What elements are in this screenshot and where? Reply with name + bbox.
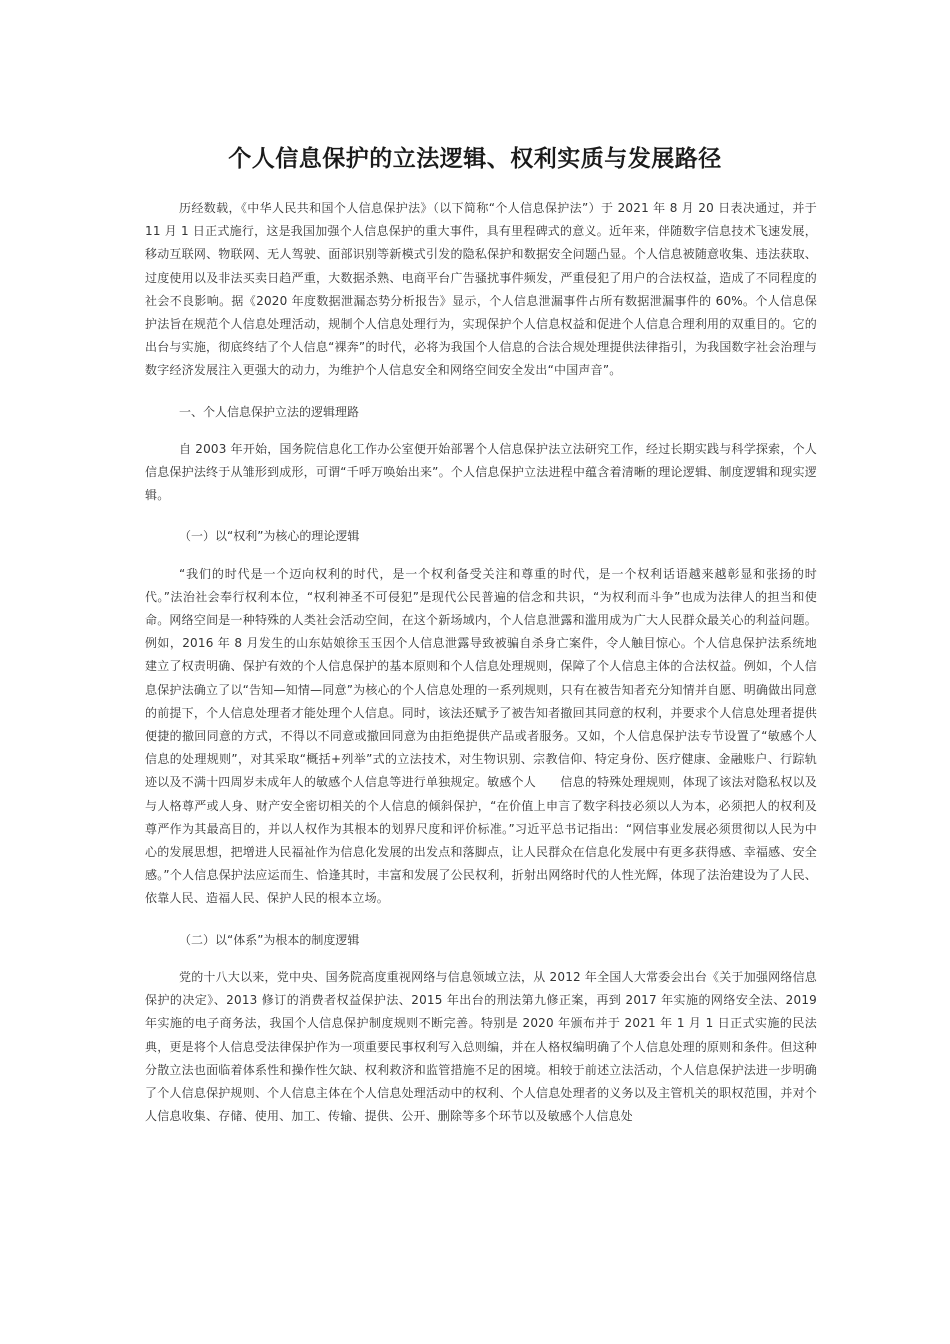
paragraph-system-logic: 党的十八大以来，党中央、国务院高度重视网络与信息领域立法，从 2012 年全国人大常委会出台《关于加强网络信息保护的决定》、2013 修订的消费者权益保护法、2015 年出台的刑法第九修正案，再到 2017 年实施的网络安全法、2019 年实施的电子商务法，我国个人信息保护制度规则不断完善。特别是 2020 年颁布并于 2021 年 1 月 1 日正式实施的民法典，更是将个人信息受法律保护作为一项重要民事权利写入总则编，并在人格权编明确了个人信息处理的原则和条件。但这种分散立法也面临着体系性和操作性欠缺、权利救济和监管措施不足的困境。相较于前述立法活动，个人信息保护法进一步明确了个人信息保护规则、个人信息主体在个人信息处理活动中的权利、个人信息处理者的义务以及主管机关的职权范围，并对个人信息收集、存储、使用、加工、传输、提供、公开、删除等多个环节以及敏感个人信息处 <box>145 969 817 1124</box>
document-body <box>145 197 817 1128</box>
document-title: 个人信息保护的立法逻辑、权利实质与发展路径 <box>228 146 722 173</box>
section-heading-1: 一、个人信息保护立法的逻辑理路 <box>179 404 360 419</box>
paragraph-rights-logic: “我们的时代是一个迈向权利的时代，是一个权利备受关注和尊重的时代，是一个权利话语越来越彰显和张扬的时代。”法治社会奉行权利本位，“权利神圣不可侵犯”是现代公民普遍的信念和共识，“为权利而斗争”也成为法律人的担当和使命。网络空间是一种特殊的人类社会活动空间，在这个新场域内，个人信息泄露和滥用成为广大人民群众最关心的利益问题。例如，2016 年 8 月发生的山东姑娘徐玉玉因个人信息泄露导致被骗自杀身亡案件，令人触目惊心。个人信息保护法系统地建立了权责明确、保护有效的个人信息保护的基本原则和个人信息处理规则，保障了个人信息主体的合法权益。例如，个人信息保护法确立了以“告知—知情—同意”为核心的个人信息处理的一系列规则，只有在被告知者充分知情并自愿、明确做出同意的前提下，个人信息处理者才能处理个人信息。同时，该法还赋予了被告知者撤回其同意的权利，并要求个人信息处理者提供便捷的撤回同意的方式，不得以不同意或撤回同意为由拒绝提供产品或者服务。又如，个人信息保护法专节设置了“敏感个人信息的处理规则”，对其采取“概括+列举”式的立法技术，对生物识别、宗教信仰、特定身份、医疗健康、金融账户、行踪轨迹以及不满十四周岁未成年人的敏感个人信息等进行单独规定。敏感个人 信息的特殊处理规则，体现了该法对隐私权以及与人格尊严或人身、财产安全密切相关的个人信息的倾斜保护，“在价值上申言了数字科技必须以人为本，必须把人的权利及尊严作为其最高目的，并以人权作为其根本的划界尺度和评价标准。”习近平总书记指出：“网信事业发展必须贯彻以人民为中心的发展思想，把增进人民福祉作为信息化发展的出发点和落脚点，让人民群众在信息化发展中有更多获得感、幸福感、安全感。”个人信息保护法应运而生、恰逢其时，丰富和发展了公民权利，折射出网络时代的人性光辉，体现了法治建设为了人民、依靠人民、造福人民、保护人民的根本立场。 <box>145 566 817 906</box>
paragraph-intro: 历经数载，《中华人民共和国个人信息保护法》（以下简称“个人信息保护法”）于 2021 年 8 月 20 日表决通过，并于 11 月 1 日正式施行，这是我国加强个人信息保护的重大事件，具有里程碑式的意义。近年来，伴随数字信息技术飞速发展，移动互联网、物联网、无人驾驶、面部识别等新模式引发的隐私保护和数据安全问题凸显。个人信息被随意收集、违法获取、过度使用以及非法买卖日趋严重，大数据杀熟、电商平台广告骚扰事件频发，严重侵犯了用户的合法权益，造成了不同程度的社会不良影响。据《2020 年度数据泄漏态势分析报告》显示，个人信息泄漏事件占所有数据泄漏事件的 60%。个人信息保护法旨在规范个人信息处理活动，规制个人信息处理行为，实现保护个人信息权益和促进个人信息合理利用的双重目的。它的出台与实施，彻底终结了个人信息“裸奔”的时代，必将为我国个人信息的合法合规处理提供法律指引，为我国数字社会治理与数字经济发展注入更强大的动力，为维护个人信息安全和网络空间安全发出“中国声音”。 <box>145 201 817 378</box>
paragraph-legislation-history: 自 2003 年开始，国务院信息化工作办公室便开始部署个人信息保护法立法研究工作，经过长期实践与科学探索，个人信息保护法终于从雏形到成形，可谓“千呼万唤始出来”。个人信息保护立法进程中蕴含着清晰的理论逻辑、制度逻辑和现实逻辑。 <box>145 441 817 503</box>
subsection-heading-rights: （一）以“权利”为核心的理论逻辑 <box>179 529 360 544</box>
subsection-heading-system: （二）以“体系”为根本的制度逻辑 <box>179 932 360 947</box>
